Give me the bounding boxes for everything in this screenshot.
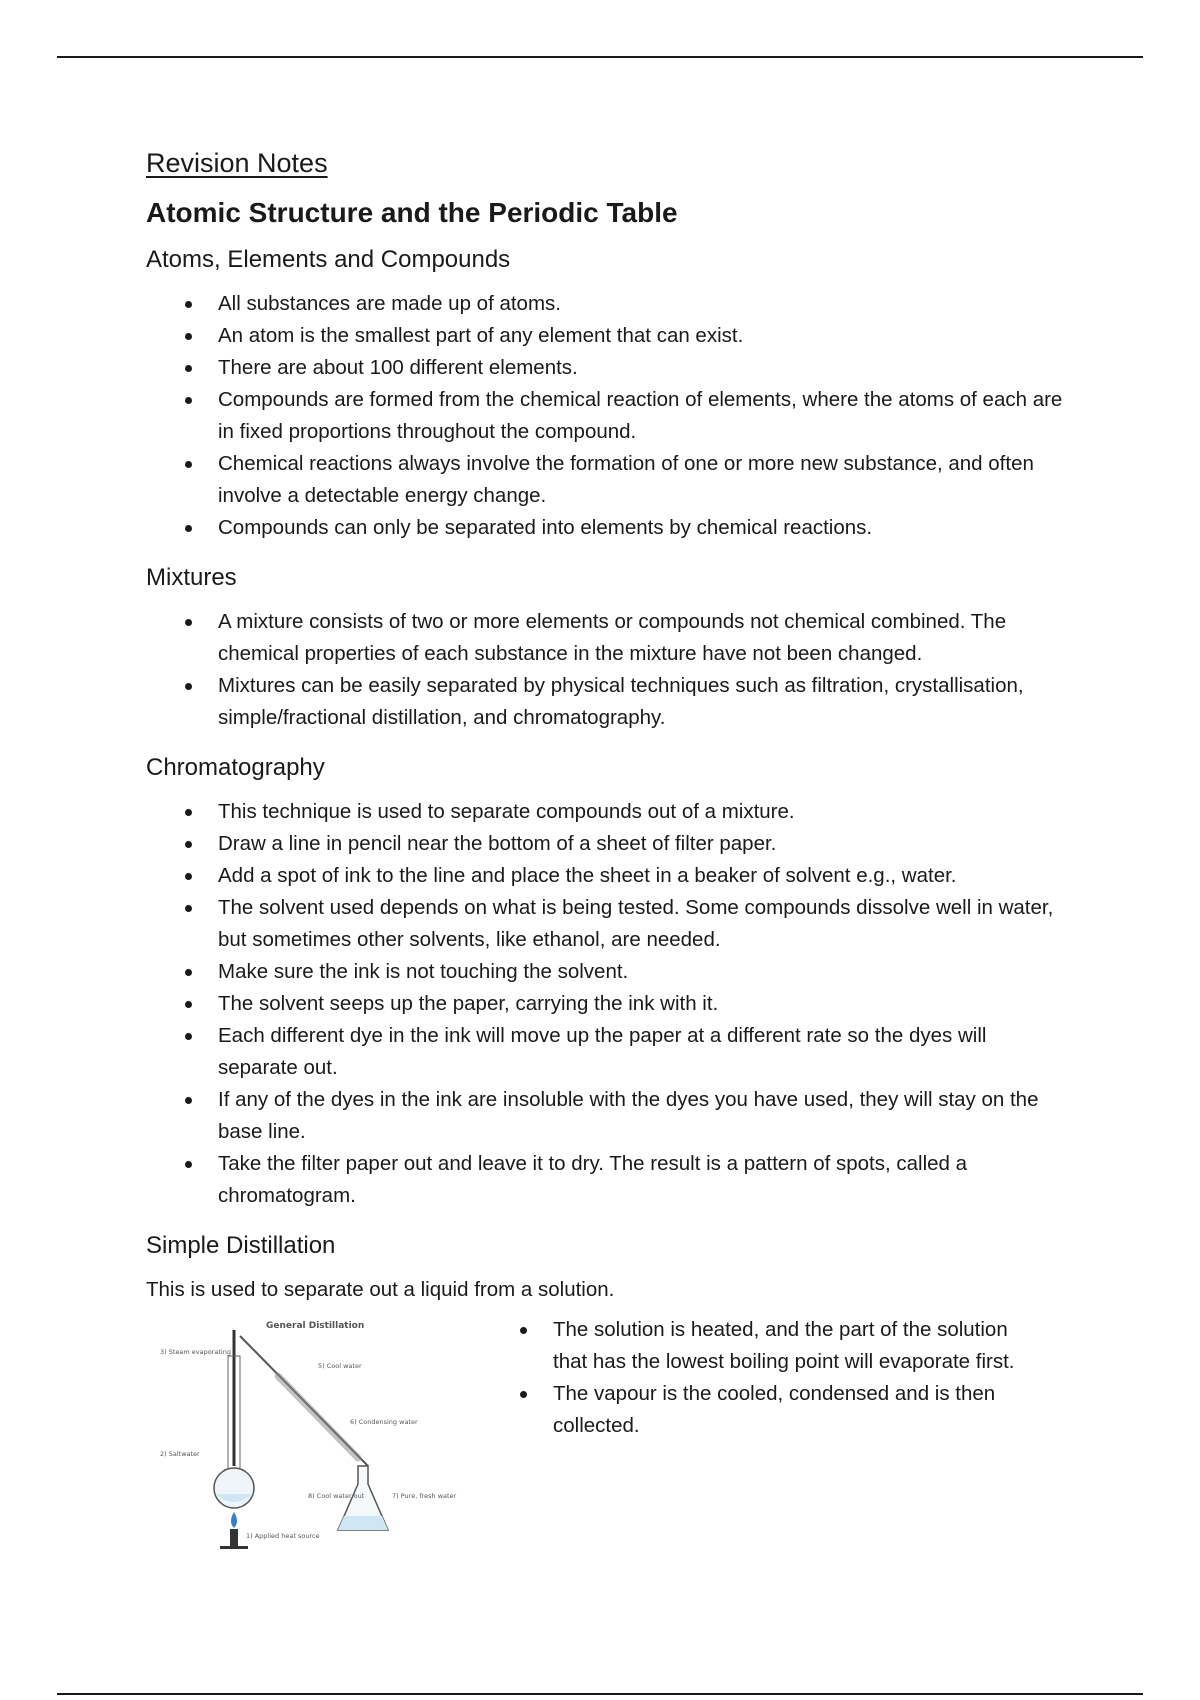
list-item: Mixtures can be easily separated by physical techniques such as filtration, crystallisation, simple/fractional distillation, and chromatography. [146, 670, 1066, 734]
list-item: An atom is the smallest part of any element that can exist. [146, 320, 1066, 352]
figure-label: 6) Condensing water [350, 1418, 418, 1426]
list-item: The solution is heated, and the part of the solution that has the lowest boiling point will evaporate first. [481, 1314, 1026, 1378]
header-rule [57, 56, 1143, 58]
figure-label: 5) Cool water [318, 1362, 362, 1370]
list-item: If any of the dyes in the ink are insoluble with the dyes you have used, they will stay on the base line. [146, 1084, 1066, 1148]
document-body [146, 148, 1066, 1552]
footer-rule [57, 1693, 1143, 1695]
figure-label: 3) Steam evaporating [160, 1348, 231, 1356]
list-item: There are about 100 different elements. [146, 352, 1066, 384]
section-heading-chromatography: Chromatography [146, 754, 325, 781]
list-item: Take the filter paper out and leave it to dry. The result is a pattern of spots, called a chromatogram. [146, 1148, 1066, 1212]
figure-label: 2) Saltwater [160, 1450, 200, 1458]
list-item: Chemical reactions always involve the formation of one or more new substance, and often involve a detectable energy change. [146, 448, 1066, 512]
figure-label: 7) Pure, fresh water [392, 1492, 457, 1500]
document-title: Atomic Structure and the Periodic Table [146, 197, 678, 228]
pure-water-fill [338, 1516, 388, 1530]
atoms-bullet-list [146, 288, 1066, 544]
distillation-intro: This is used to separate out a liquid from a solution. [146, 1278, 615, 1301]
figure-label: 8) Cool water out [308, 1492, 365, 1500]
list-item: The vapour is the cooled, condensed and is then collected. [481, 1378, 1026, 1442]
list-item: Each different dye in the ink will move up the paper at a different rate so the dyes will separate out. [146, 1020, 1066, 1084]
document-label: Revision Notes [146, 148, 328, 178]
bunsen-burner [230, 1529, 238, 1547]
figure-label-heat: 1) Applied heat source [246, 1532, 320, 1540]
burner-base [220, 1546, 248, 1549]
distillation-row [146, 1312, 1066, 1552]
section-heading-mixtures: Mixtures [146, 564, 237, 591]
list-item: Add a spot of ink to the line and place the sheet in a beaker of solvent e.g., water. [146, 860, 1066, 892]
section-heading-distillation: Simple Distillation [146, 1232, 336, 1259]
list-item: The solvent used depends on what is being tested. Some compounds dissolve well in water, but sometimes other solvents, like ethanol, are needed. [146, 892, 1066, 956]
list-item: A mixture consists of two or more elements or compounds not chemical combined. The chemical properties of each substance in the mixture have not been changed. [146, 606, 1066, 670]
condenser-jacket [278, 1376, 358, 1458]
flame-icon [231, 1512, 237, 1528]
figure-title: General Distillation [266, 1321, 365, 1331]
section-heading-atoms: Atoms, Elements and Compounds [146, 246, 511, 273]
list-item: All substances are made up of atoms. [146, 288, 1066, 320]
list-item: Draw a line in pencil near the bottom of a sheet of filter paper. [146, 828, 1066, 860]
distillation-bullet-list [481, 1314, 1026, 1442]
list-item: Compounds can only be separated into elements by chemical reactions. [146, 512, 1066, 544]
list-item: Compounds are formed from the chemical reaction of elements, where the atoms of each are in fixed proportions throughout the compound. [146, 384, 1066, 448]
list-item: This technique is used to separate compounds out of a mixture. [146, 796, 1066, 828]
list-item: The solvent seeps up the paper, carrying the ink with it. [146, 988, 1066, 1020]
mixtures-bullet-list [146, 606, 1066, 734]
chromatography-bullet-list [146, 796, 1066, 1212]
list-item: Make sure the ink is not touching the solvent. [146, 956, 1066, 988]
distillation-apparatus-diagram [158, 1316, 463, 1551]
